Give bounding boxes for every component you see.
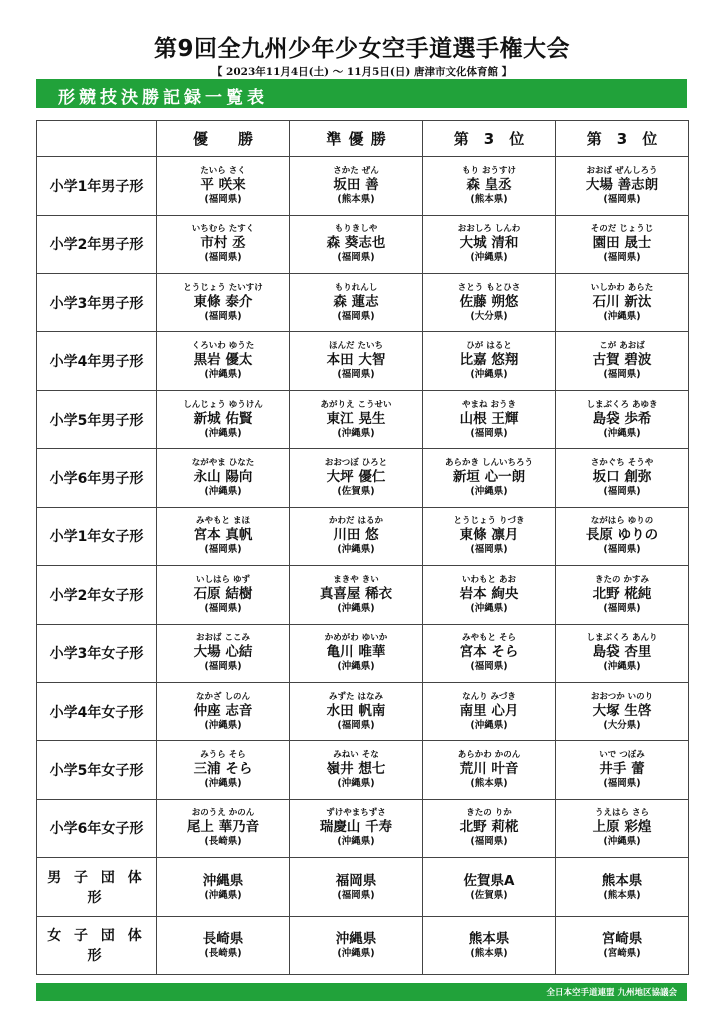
athlete-name: 三浦 そら: [193, 761, 253, 778]
athlete-name: 真喜屋 稀衣: [319, 585, 393, 602]
team-name: 佐賀県A: [463, 872, 515, 889]
name-reading: しまぶくろ あゆき: [586, 399, 658, 410]
prefecture: (沖縄県): [470, 252, 508, 264]
prefecture: (沖縄県): [603, 661, 641, 673]
result-cell: [556, 157, 689, 215]
athlete-name: 大場 心結: [193, 644, 253, 661]
athlete-name: 大場 善志朗: [585, 176, 659, 193]
result-cell: [423, 390, 556, 448]
athlete-name: 島袋 杏里: [592, 644, 652, 661]
result-cell: [290, 215, 423, 273]
result-cell: [556, 215, 689, 273]
team-name: 沖縄県: [335, 931, 377, 948]
name-reading: しまぶくろ あんり: [586, 633, 658, 644]
result-cell: [157, 799, 290, 857]
prefecture: (長崎県): [204, 948, 242, 960]
athlete-name: 東條 凛月: [459, 527, 519, 544]
result-cell: [423, 741, 556, 799]
prefecture: (沖縄県): [470, 602, 508, 614]
result-cell: [423, 916, 556, 974]
name-reading: おのうえ かのん: [191, 808, 255, 819]
prefecture: (福岡県): [337, 252, 375, 264]
prefecture: (沖縄県): [204, 889, 242, 901]
category-label: 女 子 団 体 形: [37, 916, 157, 974]
result-cell: [556, 624, 689, 682]
result-cell: [157, 449, 290, 507]
prefecture: (沖縄県): [204, 719, 242, 731]
footer-band: [36, 983, 687, 1001]
athlete-name: 長原 ゆりの: [585, 527, 659, 544]
result-cell: [157, 858, 290, 916]
name-reading: たいら さく: [200, 165, 246, 176]
prefecture: (大分県): [470, 310, 508, 322]
athlete-name: 川田 悠: [333, 527, 379, 544]
athlete-name: 佐藤 朔悠: [459, 293, 519, 310]
table-row: [37, 799, 689, 857]
prefecture: (佐賀県): [337, 485, 375, 497]
athlete-name: 尾上 華乃音: [186, 819, 260, 836]
athlete-name: 南里 心月: [459, 702, 519, 719]
prefecture: (福岡県): [204, 252, 242, 264]
name-reading: みねい そな: [333, 750, 379, 761]
table-row: [37, 682, 689, 740]
prefecture: (福岡県): [204, 602, 242, 614]
prefecture: (熊本県): [603, 889, 641, 901]
category-label: 小学2年男子形: [37, 215, 157, 273]
prefecture: (沖縄県): [470, 369, 508, 381]
name-reading: いわもと あお: [462, 574, 516, 585]
result-cell: [423, 157, 556, 215]
result-cell: [290, 507, 423, 565]
prefecture: (沖縄県): [204, 427, 242, 439]
team-name: 熊本県: [468, 931, 510, 948]
athlete-name: 新城 佑賢: [193, 410, 253, 427]
prefecture: (熊本県): [470, 193, 508, 205]
prefecture: (沖縄県): [337, 661, 375, 673]
table-row: [37, 215, 689, 273]
category-label: 小学6年女子形: [37, 799, 157, 857]
result-cell: [157, 332, 290, 390]
result-cell: [423, 332, 556, 390]
result-cell: [556, 332, 689, 390]
name-reading: いちむら たすく: [191, 224, 255, 235]
athlete-name: 岩本 絢央: [459, 585, 519, 602]
athlete-name: 瑞慶山 千寿: [319, 819, 393, 836]
athlete-name: 坂田 善: [333, 176, 379, 193]
athlete-name: 森 皇丞: [466, 176, 512, 193]
name-reading: みやもと まほ: [196, 516, 250, 527]
athlete-name: 東江 晃生: [326, 410, 386, 427]
prefecture: (沖縄県): [337, 778, 375, 790]
athlete-name: 北野 椛純: [592, 585, 652, 602]
name-reading: あがりえ こうせい: [320, 399, 392, 410]
category-label: 小学5年男子形: [37, 390, 157, 448]
header-corner: [37, 121, 157, 157]
prefecture: (沖縄県): [603, 310, 641, 322]
result-cell: [290, 916, 423, 974]
result-cell: [423, 682, 556, 740]
name-reading: ひが はると: [466, 341, 512, 352]
prefecture: (沖縄県): [337, 948, 375, 960]
prefecture: (福岡県): [470, 661, 508, 673]
name-reading: おおつぼ ひろと: [324, 457, 388, 468]
name-reading: もり おうすけ: [462, 165, 516, 176]
result-cell: [157, 215, 290, 273]
athlete-name: 宮本 真帆: [193, 527, 253, 544]
prefecture: (福岡県): [603, 485, 641, 497]
result-cell: [556, 507, 689, 565]
team-row: [37, 916, 689, 974]
prefecture: (長崎県): [204, 836, 242, 848]
name-reading: みやもと そら: [462, 633, 516, 644]
prefecture: (福岡県): [337, 889, 375, 901]
name-reading: あらかわ かのん: [457, 750, 521, 761]
result-cell: [157, 507, 290, 565]
result-cell: [290, 624, 423, 682]
prefecture: (福岡県): [470, 836, 508, 848]
athlete-name: 本田 大智: [326, 352, 386, 369]
prefecture: (福岡県): [603, 193, 641, 205]
result-cell: [157, 390, 290, 448]
prefecture: (福岡県): [337, 310, 375, 322]
category-label: 小学2年女子形: [37, 566, 157, 624]
name-reading: くろいわ ゆうた: [191, 341, 255, 352]
name-reading: さかた ぜん: [333, 165, 379, 176]
team-name: 熊本県: [601, 872, 643, 889]
athlete-name: 水田 帆南: [326, 702, 386, 719]
name-reading: みずた はなみ: [329, 691, 383, 702]
name-reading: かわだ はるか: [329, 516, 383, 527]
table-row: [37, 449, 689, 507]
athlete-name: 大城 清和: [459, 235, 519, 252]
athlete-name: 大坪 優仁: [326, 468, 386, 485]
result-cell: [556, 858, 689, 916]
result-cell: [290, 157, 423, 215]
result-cell: [556, 390, 689, 448]
result-cell: [556, 449, 689, 507]
team-name: 沖縄県: [202, 872, 244, 889]
category-label: 小学3年女子形: [37, 624, 157, 682]
athlete-name: 平 咲来: [200, 176, 246, 193]
prefecture: (福岡県): [204, 544, 242, 556]
result-cell: [423, 215, 556, 273]
prefecture: (福岡県): [603, 252, 641, 264]
name-reading: きたの かすみ: [595, 574, 649, 585]
athlete-name: 仲座 志音: [193, 702, 253, 719]
result-cell: [423, 566, 556, 624]
category-label: 小学5年女子形: [37, 741, 157, 799]
results-table: [36, 120, 689, 975]
header-third-place: 第 3 位: [556, 121, 689, 157]
name-reading: いしかわ あらた: [590, 282, 654, 293]
result-cell: [157, 682, 290, 740]
result-cell: [423, 507, 556, 565]
prefecture: (熊本県): [470, 948, 508, 960]
prefecture: (熊本県): [337, 193, 375, 205]
athlete-name: 井手 蕾: [599, 761, 645, 778]
name-reading: おおば ぜんしろう: [586, 165, 658, 176]
name-reading: いしはら ゆず: [196, 574, 250, 585]
footer-organization: 全日本空手道連盟 九州地区協議会: [546, 988, 677, 998]
athlete-name: 荒川 叶音: [459, 761, 519, 778]
athlete-name: 東條 泰介: [193, 293, 253, 310]
table-row: [37, 157, 689, 215]
athlete-name: 市村 丞: [200, 235, 246, 252]
name-reading: しんじょう ゆうけん: [183, 399, 263, 410]
result-cell: [290, 566, 423, 624]
prefecture: (沖縄県): [204, 369, 242, 381]
prefecture: (福岡県): [603, 602, 641, 614]
athlete-name: 黒岩 優太: [193, 352, 253, 369]
prefecture: (沖縄県): [204, 778, 242, 790]
name-reading: まきや きい: [333, 574, 379, 585]
result-cell: [157, 741, 290, 799]
table-row: [37, 274, 689, 332]
name-reading: おおつか いのり: [590, 691, 654, 702]
prefecture: (沖縄県): [337, 602, 375, 614]
name-reading: ずけやまちずさ: [326, 808, 386, 819]
name-reading: もりれんし: [334, 282, 378, 293]
result-cell: [290, 332, 423, 390]
athlete-name: 坂口 創弥: [592, 468, 652, 485]
name-reading: おおば ここみ: [196, 633, 250, 644]
table-row: [37, 390, 689, 448]
prefecture: (沖縄県): [470, 719, 508, 731]
category-label: 小学4年男子形: [37, 332, 157, 390]
name-reading: さかぐち そうや: [590, 457, 654, 468]
result-cell: [423, 449, 556, 507]
athlete-name: 亀川 唯華: [326, 644, 386, 661]
athlete-name: 石川 新汰: [592, 293, 652, 310]
result-cell: [423, 274, 556, 332]
table-row: [37, 624, 689, 682]
name-reading: あらかき しんいちろう: [445, 457, 533, 468]
athlete-name: 石原 結樹: [193, 585, 253, 602]
result-cell: [290, 799, 423, 857]
result-cell: [423, 858, 556, 916]
category-label: 小学6年男子形: [37, 449, 157, 507]
athlete-name: 島袋 歩希: [592, 410, 652, 427]
athlete-name: 森 葵志也: [326, 235, 386, 252]
name-reading: ながはら ゆりの: [590, 516, 654, 527]
result-cell: [556, 741, 689, 799]
result-cell: [290, 274, 423, 332]
table-row: [37, 741, 689, 799]
header-winner: 優 勝: [157, 121, 290, 157]
name-reading: やまね おうき: [462, 399, 516, 410]
header-third-place: 第 3 位: [423, 121, 556, 157]
prefecture: (沖縄県): [603, 836, 641, 848]
name-reading: ながやま ひなた: [191, 457, 255, 468]
athlete-name: 園田 晟士: [592, 235, 652, 252]
category-label: 小学4年女子形: [37, 682, 157, 740]
result-cell: [556, 566, 689, 624]
section-title: 形競技決勝記録一覧表: [58, 88, 268, 108]
prefecture: (福岡県): [204, 661, 242, 673]
name-reading: そのだ じょうじ: [590, 224, 654, 235]
prefecture: (宮崎県): [603, 948, 641, 960]
result-cell: [423, 799, 556, 857]
result-cell: [290, 858, 423, 916]
athlete-name: 森 蓮志: [333, 293, 379, 310]
table-row: [37, 507, 689, 565]
prefecture: (福岡県): [337, 369, 375, 381]
result-cell: [556, 682, 689, 740]
athlete-name: 山根 王輝: [459, 410, 519, 427]
prefecture: (沖縄県): [337, 836, 375, 848]
table-header-row: [37, 121, 689, 157]
category-label: 小学1年女子形: [37, 507, 157, 565]
name-reading: いで つぼみ: [599, 750, 645, 761]
team-name: 宮崎県: [601, 931, 643, 948]
prefecture: (佐賀県): [470, 889, 508, 901]
athlete-name: 比嘉 悠翔: [459, 352, 519, 369]
athlete-name: 新垣 心一朗: [452, 468, 526, 485]
prefecture: (福岡県): [603, 544, 641, 556]
prefecture: (沖縄県): [337, 544, 375, 556]
table-row: [37, 566, 689, 624]
prefecture: (沖縄県): [603, 427, 641, 439]
result-cell: [556, 916, 689, 974]
result-cell: [423, 624, 556, 682]
prefecture: (福岡県): [603, 778, 641, 790]
name-reading: うえはら さら: [595, 808, 649, 819]
name-reading: とうじょう りづき: [453, 516, 525, 527]
result-cell: [157, 624, 290, 682]
name-reading: みうら そら: [200, 750, 246, 761]
result-cell: [157, 566, 290, 624]
athlete-name: 大塚 生啓: [592, 702, 652, 719]
name-reading: かめがわ ゆいか: [324, 633, 388, 644]
name-reading: なんり みづき: [462, 691, 516, 702]
result-cell: [290, 741, 423, 799]
result-cell: [290, 390, 423, 448]
name-reading: おおしろ しんわ: [457, 224, 521, 235]
team-name: 福岡県: [335, 872, 377, 889]
prefecture: (沖縄県): [337, 427, 375, 439]
name-reading: もりきしや: [334, 224, 378, 235]
team-row: [37, 858, 689, 916]
prefecture: (福岡県): [337, 719, 375, 731]
prefecture: (大分県): [603, 719, 641, 731]
athlete-name: 古賀 碧波: [592, 352, 652, 369]
result-cell: [556, 799, 689, 857]
athlete-name: 宮本 そら: [459, 644, 519, 661]
table-row: [37, 332, 689, 390]
name-reading: なかざ しのん: [196, 691, 250, 702]
athlete-name: 上原 彩煌: [592, 819, 652, 836]
athlete-name: 永山 陽向: [193, 468, 253, 485]
page-title: 第9回全九州少年少女空手道選手権大会: [153, 36, 570, 62]
prefecture: (福岡県): [470, 427, 508, 439]
header-runner-up: 準 優 勝: [290, 121, 423, 157]
category-label: 男 子 団 体 形: [37, 858, 157, 916]
prefecture: (熊本県): [470, 778, 508, 790]
name-reading: とうじょう たいすけ: [183, 282, 263, 293]
result-cell: [157, 916, 290, 974]
result-cell: [157, 274, 290, 332]
name-reading: ほんだ たいち: [329, 341, 383, 352]
athlete-name: 北野 莉椛: [459, 819, 519, 836]
prefecture: (福岡県): [204, 310, 242, 322]
prefecture: (沖縄県): [470, 485, 508, 497]
team-name: 長崎県: [202, 931, 244, 948]
prefecture: (福岡県): [603, 369, 641, 381]
name-reading: さとう もとひさ: [457, 282, 521, 293]
result-cell: [157, 157, 290, 215]
section-header-band: [36, 79, 687, 108]
prefecture: (福岡県): [204, 193, 242, 205]
name-reading: きたの りか: [466, 808, 512, 819]
name-reading: こが あおば: [599, 341, 645, 352]
result-cell: [290, 449, 423, 507]
event-info: 【 2023年11月4日(土) ～ 11月5日(日) 唐津市文化体育館 】: [211, 66, 513, 78]
category-label: 小学3年男子形: [37, 274, 157, 332]
category-label: 小学1年男子形: [37, 157, 157, 215]
prefecture: (福岡県): [470, 544, 508, 556]
prefecture: (沖縄県): [204, 485, 242, 497]
result-cell: [556, 274, 689, 332]
athlete-name: 嶺井 想七: [326, 761, 386, 778]
result-cell: [290, 682, 423, 740]
